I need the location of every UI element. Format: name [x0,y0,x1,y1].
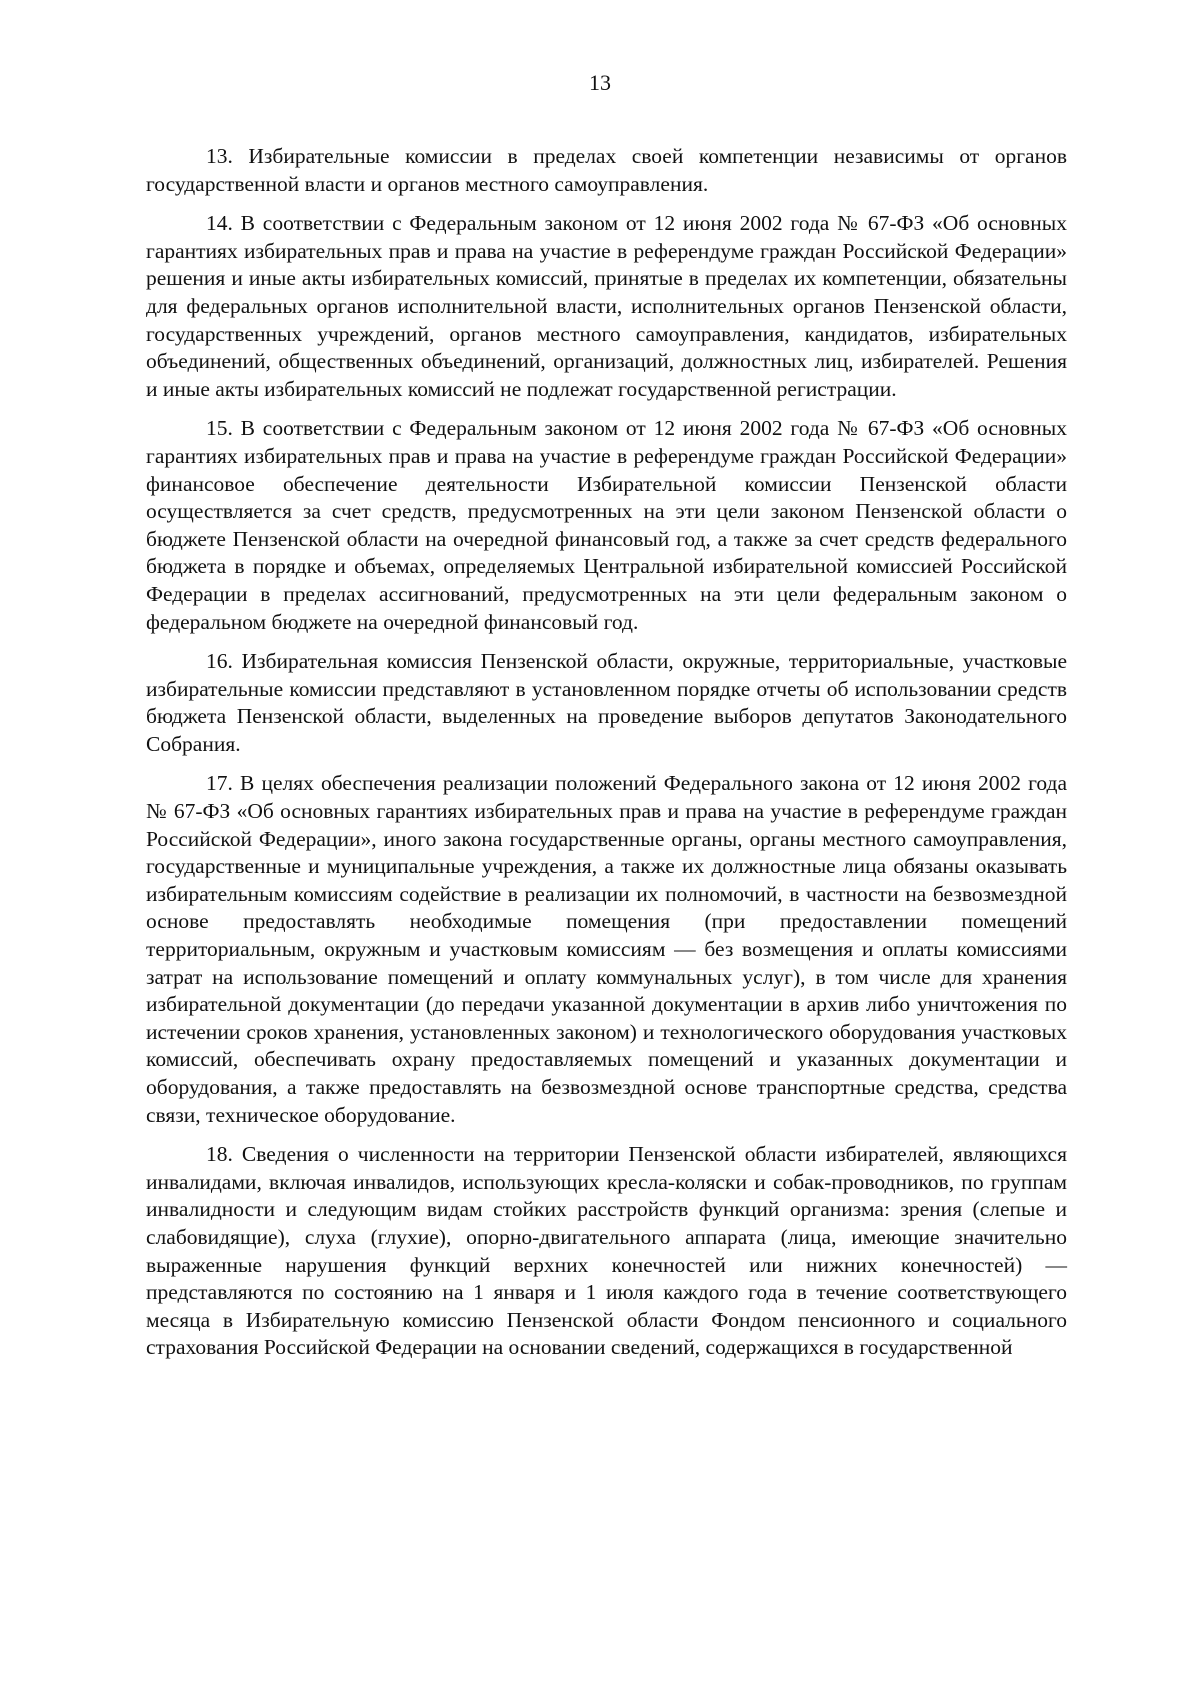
paragraph-15: 15. В соответствии с Федеральным законом от 12 июня 2002 года № 67-ФЗ «Об основных гарантиях избирательных прав и права на участие в референдуме граждан Российской Федерации» финансовое обеспечение деятельности Избирательной комиссии Пензенской области осуществляется за счет средств, предусмотренных на эти цели законом Пензенской области о бюджете Пензенской области на очередной финансовый год, а также за счет средств федерального бюджета в порядке и объемах, определяемых Центральной избирательной комиссией Российской Федерации в пределах ассигнований, предусмотренных на эти цели федеральным законом о федеральном бюджете на очередной финансовый год. [146,416,1067,634]
paragraph-14: 14. В соответствии с Федеральным законом от 12 июня 2002 года № 67-ФЗ «Об основных гарантиях избирательных прав и права на участие в референдуме граждан Российской Федерации» решения и иные акты избирательных комиссий, принятые в пределах их компетенции, обязательны для федеральных органов исполнительной власти, исполнительных органов Пензенской области, государственных учреждений, органов местного самоуправления, кандидатов, избирательных объединений, общественных объединений, организаций, должностных лиц, избирателей. Решения и иные акты избирательных комиссий не подлежат государственной регистрации. [146,211,1067,401]
page-number: 13 [589,70,611,95]
paragraph-18: 18. Сведения о численности на территории Пензенской области избирателей, являющихся инвалидами, включая инвалидов, использующих кресла-коляски и собак-проводников, по группам инвалидности и следующим видам стойких расстройств функций организма: зрения (слепые и слабовидящие), слуха (глухие), опорно-двигательного аппарата (лица, имеющие значительно выраженные нарушения функций верхних конечностей или нижних конечностей) — представляются по состоянию на 1 января и 1 июля каждого года в течение соответствующего месяца в Избирательную комиссию Пензенской области Фондом пенсионного и социального страхования Российской Федерации на основании сведений, содержащихся в государственной [146,1142,1067,1360]
paragraph-17: 17. В целях обеспечения реализации положений Федерального закона от 12 июня 2002 года № 67-ФЗ «Об основных гарантиях избирательных прав и права на участие в референдуме граждан Российской Федерации», иного закона государственные органы, органы местного самоуправления, государственные и муниципальные учреждения, а также их должностные лица обязаны оказывать избирательным комиссиям содействие в реализации их полномочий, в частности на безвозмездной основе предоставлять необходимые помещения (при предоставлении помещений территориальным, окружным и участковым комиссиям — без возмещения и оплаты комиссиями затрат на использование помещений и оплату коммунальных услуг), в том числе для хранения избирательной документации (до передачи указанной документации в архив либо уничтожения по истечении сроков хранения, установленных законом) и технологического оборудования участковых комиссий, обеспечивать охрану предоставляемых помещений и указанных документации и оборудования, а также предоставлять на безвозмездной основе транспортные средства, средства связи, техническое оборудование. [146,771,1067,1127]
paragraph-13: 13. Избирательные комиссии в пределах своей компетенции независимы от органов государственной власти и органов местного самоуправления. [146,144,1067,196]
paragraph-16: 16. Избирательная комиссия Пензенской области, окружные, территориальные, участковые избирательные комиссии представляют в установленном порядке отчеты об использовании средств бюджета Пензенской области, выделенных на проведение выборов депутатов Законодательного Собрания. [146,649,1067,756]
document-body [146,143,1067,1362]
